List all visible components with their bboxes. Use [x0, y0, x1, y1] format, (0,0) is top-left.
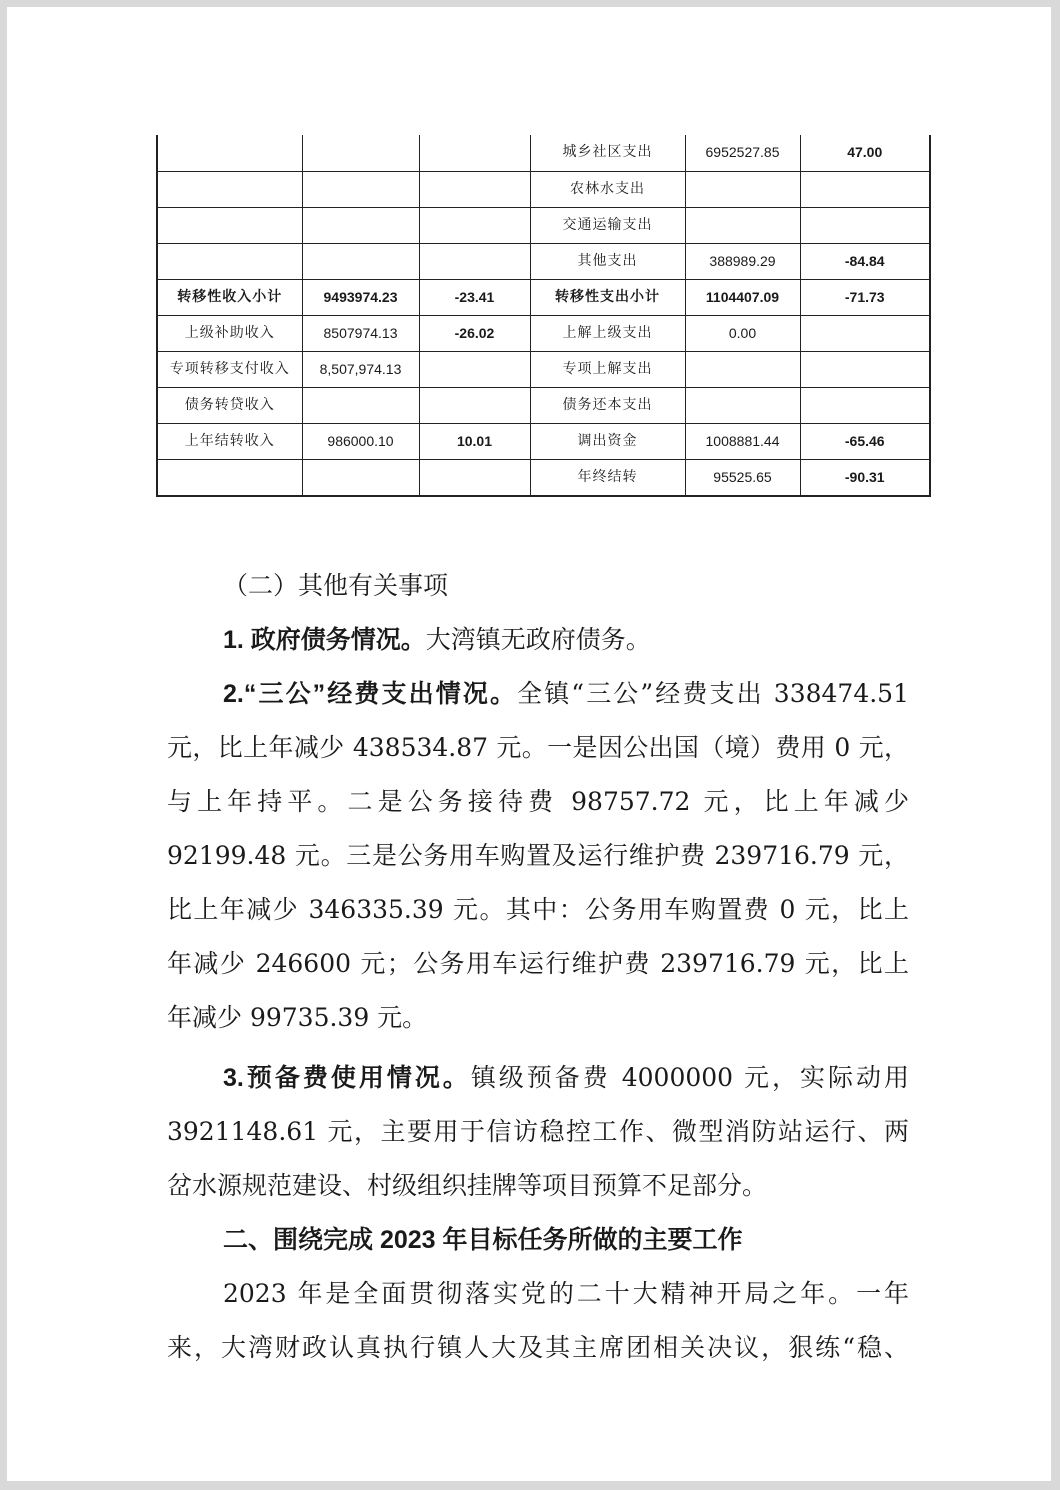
- table-cell: 其他支出: [530, 244, 685, 280]
- table-cell: 债务转贷收入: [157, 388, 302, 424]
- table-cell: 上解上级支出: [530, 316, 685, 352]
- table-cell: 转移性收入小计: [157, 280, 302, 316]
- item-2-line-4: 92199.48 元。三是公务用车购置及运行维护费 239716.79 元，: [167, 841, 909, 870]
- table-cell: 388989.29: [685, 244, 800, 280]
- table-row: [157, 172, 930, 208]
- item-2-line-5: 比上年减少 346335.39 元。其中：公务用车购置费 0 元，比上: [167, 895, 909, 924]
- table-cell: [419, 244, 530, 280]
- paragraph-line-1: 2023 年是全面贯彻落实党的二十大精神开局之年。一年: [223, 1279, 909, 1308]
- table-row: [157, 424, 930, 460]
- table-cell: [419, 460, 530, 497]
- paragraph-line-2: 来，大湾财政认真执行镇人大及其主席团相关决议，狠练“稳、: [167, 1333, 909, 1362]
- table-cell: 债务还本支出: [530, 388, 685, 424]
- table-cell: 上年结转收入: [157, 424, 302, 460]
- item-2-heading: 2.“三公”经费支出情况。: [223, 680, 518, 708]
- table-cell: 0.00: [685, 316, 800, 352]
- table-cell: [302, 172, 419, 208]
- item-3-line-2: 3921148.61 元，主要用于信访稳控工作、微型消防站运行、两: [167, 1117, 909, 1146]
- table-row: [157, 388, 930, 424]
- table-cell: 986000.10: [302, 424, 419, 460]
- table-cell: -90.31: [800, 460, 930, 497]
- table-cell: [685, 352, 800, 388]
- table-cell: [157, 172, 302, 208]
- table-cell: 上级补助收入: [157, 316, 302, 352]
- budget-table: [156, 135, 931, 497]
- table-cell: [157, 135, 302, 172]
- table-cell: [302, 208, 419, 244]
- table-cell: 交通运输支出: [530, 208, 685, 244]
- document-text: [167, 559, 909, 1375]
- item-2-text: 全镇“三公”经费支出 338474.51: [517, 679, 909, 708]
- table-cell: [419, 172, 530, 208]
- table-cell: 1008881.44: [685, 424, 800, 460]
- table-row: [157, 244, 930, 280]
- table-cell: 城乡社区支出: [530, 135, 685, 172]
- section-heading-2: 二、围绕完成 2023 年目标任务所做的主要工作: [223, 1226, 743, 1254]
- item-2-line-7: 年减少 99735.39 元。: [167, 1003, 428, 1032]
- table-cell: 1104407.09: [685, 280, 800, 316]
- table-row: [157, 460, 930, 497]
- item-3-heading: 3.预备费使用情况。: [223, 1064, 471, 1092]
- budget-table-body: [157, 135, 930, 496]
- item-1: [167, 613, 909, 667]
- table-row: [157, 352, 930, 388]
- table-cell: -84.84: [800, 244, 930, 280]
- item-3-text: 镇级预备费 4000000 元，实际动用: [470, 1063, 909, 1092]
- table-cell: 10.01: [419, 424, 530, 460]
- item-2-line-6: 年减少 246600 元；公务用车运行维护费 239716.79 元，比上: [167, 949, 909, 978]
- table-cell: 调出资金: [530, 424, 685, 460]
- table-cell: 转移性支出小计: [530, 280, 685, 316]
- table-cell: [800, 352, 930, 388]
- table-cell: 6952527.85: [685, 135, 800, 172]
- table-cell: [800, 172, 930, 208]
- table-cell: 47.00: [800, 135, 930, 172]
- table-cell: -23.41: [419, 280, 530, 316]
- table-cell: -71.73: [800, 280, 930, 316]
- table-cell: -26.02: [419, 316, 530, 352]
- item-1-heading: 1. 政府债务情况。: [223, 626, 426, 654]
- table-cell: 专项转移支付收入: [157, 352, 302, 388]
- table-cell: [157, 208, 302, 244]
- item-2-line-1: [167, 667, 909, 721]
- table-cell: [800, 316, 930, 352]
- item-3-line-3: 岔水源规范建设、村级组织挂牌等项目预算不足部分。: [167, 1171, 768, 1200]
- table-row: [157, 135, 930, 172]
- table-cell: 95525.65: [685, 460, 800, 497]
- table-cell: -65.46: [800, 424, 930, 460]
- table-cell: [685, 172, 800, 208]
- table-cell: [800, 388, 930, 424]
- table-cell: 8507974.13: [302, 316, 419, 352]
- table-cell: 8,507,974.13: [302, 352, 419, 388]
- table-cell: [419, 208, 530, 244]
- table-cell: [685, 388, 800, 424]
- table-cell: [157, 460, 302, 497]
- table-cell: 农林水支出: [530, 172, 685, 208]
- table-cell: [685, 208, 800, 244]
- table-row: [157, 208, 930, 244]
- table-row: [157, 280, 930, 316]
- table-cell: [419, 352, 530, 388]
- table-cell: [302, 460, 419, 497]
- table-cell: [157, 244, 302, 280]
- item-1-body: 大湾镇无政府债务。: [425, 625, 651, 654]
- section-title: （二）其他有关事项: [223, 571, 449, 600]
- table-cell: [419, 135, 530, 172]
- table-cell: 专项上解支出: [530, 352, 685, 388]
- item-3-line-1: [167, 1051, 909, 1105]
- table-cell: [800, 208, 930, 244]
- table-cell: [302, 388, 419, 424]
- table-cell: [302, 244, 419, 280]
- table-cell: [302, 135, 419, 172]
- table-cell: [419, 388, 530, 424]
- document-page: [7, 7, 1051, 1481]
- table-cell: 9493974.23: [302, 280, 419, 316]
- table-cell: 年终结转: [530, 460, 685, 497]
- item-2-line-3: 与上年持平。二是公务接待费 98757.72 元，比上年减少: [167, 787, 909, 816]
- table-row: [157, 316, 930, 352]
- item-2-line-2: 元，比上年减少 438534.87 元。一是因公出国（境）费用 0 元，: [167, 733, 909, 762]
